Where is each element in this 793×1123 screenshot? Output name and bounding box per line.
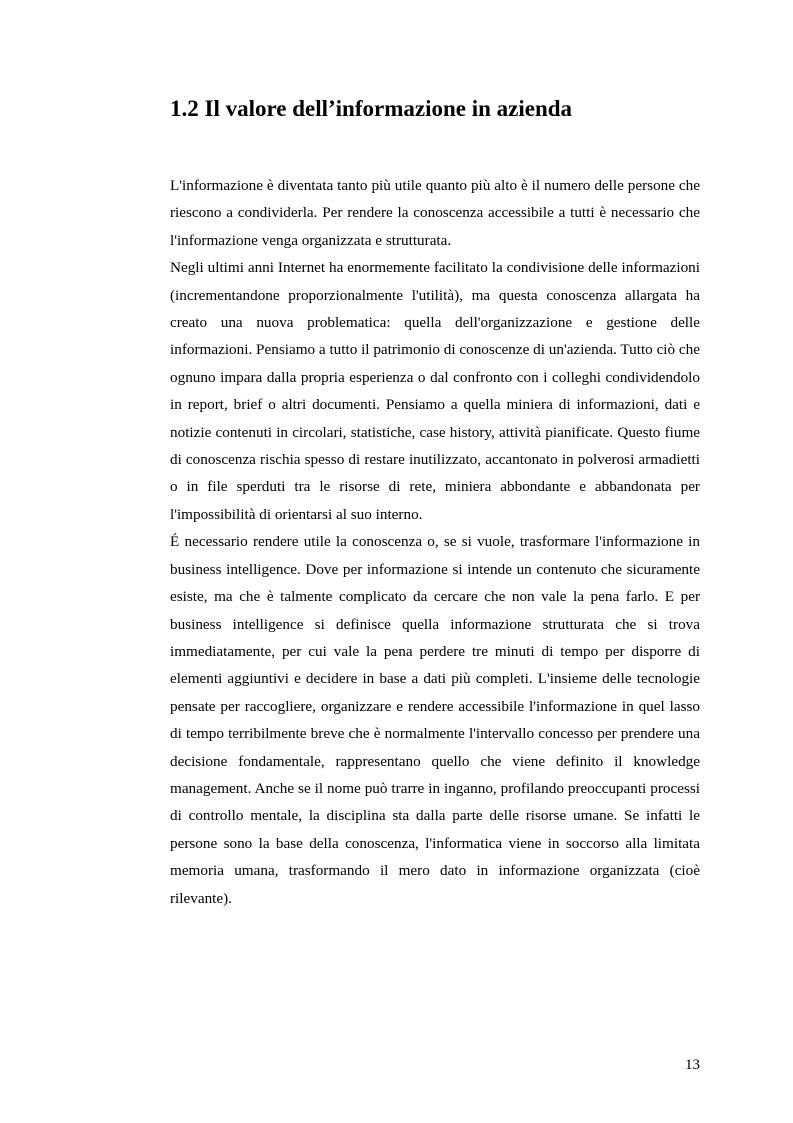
body-text <box>170 172 700 912</box>
page-number: 13 <box>685 1057 700 1073</box>
paragraph-3: É necessario rendere utile la conoscenza o, se si vuole, trasformare l'informazione in business intelligence. Dove per informazione si intende un contenuto che sicuramente esiste, ma che è talmente complicato da cercare che non vale la pena farlo. E per business intelligence si definisce quella informazione strutturata che si trova immediatamente, per cui vale la pena perdere tre minuti di tempo per disporre di elementi aggiuntivi e decidere in base a dati più completi. L'insieme delle tecnologie pensate per raccogliere, organizzare e rendere accessibile l'informazione in quel lasso di tempo terribilmente breve che è normalmente l'intervallo concesso per prendere una decisione fondamentale, rappresentano quello che viene definito il knowledge management. Anche se il nome può trarre in inganno, profilando preoccupanti processi di controllo mentale, la disciplina sta dalla parte delle risorse umane. Se infatti le persone sono la base della conoscenza, l'informatica viene in soccorso alla limitata memoria umana, trasformando il mero dato in informazione organizzata (cioè rilevante). <box>170 533 700 907</box>
section-title: 1.2 Il valore dell’informazione in azienda <box>170 96 573 121</box>
paragraph-2: Negli ultimi anni Internet ha enormemente facilitato la condivisione delle informazioni (incrementandone proporzionalmente l'utilità), ma questa conoscenza allargata ha creato una nuova problematica: quella dell'organizzazione e gestione delle informazioni. Pensiamo a tutto il patrimonio di conoscenze di un'azienda. Tutto ciò che ognuno impara dalla propria esperienza o dal confronto con i colleghi condividendolo in report, brief o altri documenti. Pensiamo a quella miniera di informazioni, dati e notizie contenuti in circolari, statistiche, case history, attività pianificate. Questo fiume di conoscenza rischia spesso di restare inutilizzato, accantonato in polverosi armadietti o in file sperduti tra le risorse di rete, miniera abbondante e abbandonata per l'impossibilità di orientarsi al suo interno. <box>170 259 700 523</box>
paragraph-1: L'informazione è diventata tanto più utile quanto più alto è il numero delle persone che riescono a condividerla. Per rendere la conoscenza accessibile a tutti è necessario che l'informazione venga organizzata e strutturata. <box>170 177 700 249</box>
